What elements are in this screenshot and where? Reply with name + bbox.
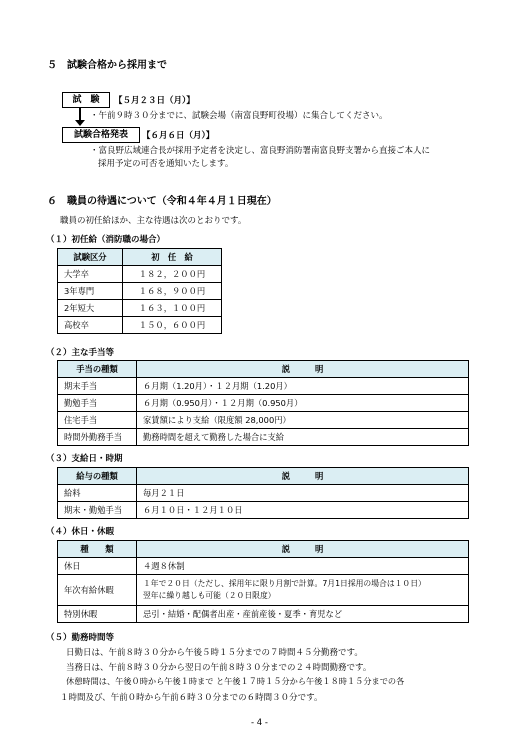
payday-title: （３）支給日・時期 bbox=[46, 454, 123, 464]
allowance-type: 期末手当 bbox=[58, 378, 137, 395]
section-5-title: ５ 試験合格から採用まで bbox=[47, 60, 167, 71]
salary-amount: １８２，２００円 bbox=[123, 266, 222, 283]
salary-amount: １５０，６００円 bbox=[123, 317, 222, 334]
salary-header-category: 試験区分 bbox=[58, 249, 123, 266]
hours-line-4: １時間及び、午前０時から午前６時３０分までの６時間３０分です。 bbox=[60, 693, 323, 703]
holiday-type: 休日 bbox=[58, 558, 137, 575]
table-row bbox=[58, 429, 469, 446]
page-number: - 4 - bbox=[251, 718, 268, 728]
exam-instructions: ・午前９時３０分までに、試験会場（南富良野町役場）に集合してください。 bbox=[90, 111, 388, 121]
table-row bbox=[58, 485, 469, 502]
allowance-type: 勤勉手当 bbox=[58, 395, 137, 412]
allowance-type: 時間外勤務手当 bbox=[58, 429, 137, 446]
pass-announcement-label: 試験合格発表 bbox=[62, 127, 140, 143]
allowances-header-description: 説 明 bbox=[137, 361, 469, 378]
table-row bbox=[58, 378, 469, 395]
hours-line-1: 日勤日は、午前８時３０分から午後５時１５分までの７時間４５分勤務です。 bbox=[66, 648, 363, 658]
salary-category: 高校卒 bbox=[58, 317, 123, 334]
allowances-title: （２）主な手当等 bbox=[46, 348, 115, 358]
flow-arrow-down-icon bbox=[75, 120, 85, 126]
allowance-description: 勤務時間を超えて勤務した場合に支給 bbox=[137, 429, 469, 446]
pass-text-line-1: ・富良野広域連合長が採用予定者を決定し、富良野消防署南富良野支署から直接ご本人に bbox=[90, 146, 431, 156]
holiday-type: 特別休暇 bbox=[58, 606, 137, 623]
table-row bbox=[58, 412, 469, 429]
salary-amount: １６３，１００円 bbox=[123, 300, 222, 317]
exam-label: 試 験 bbox=[62, 92, 110, 108]
pass-date: 【６月６日（月）】 bbox=[142, 131, 215, 141]
payday-header-description: 説 明 bbox=[137, 468, 469, 485]
table-row bbox=[58, 283, 222, 300]
salary-title: （１）初任給（消防職の場合） bbox=[46, 235, 166, 245]
hours-line-2: 当務日は、午前８時３０分から翌日の午前８時３０分までの２４時間勤務です。 bbox=[66, 663, 372, 673]
table-row bbox=[58, 502, 469, 519]
holidays-header-type: 種 類 bbox=[58, 541, 137, 558]
hours-title: （５）勤務時間等 bbox=[46, 633, 115, 643]
payday-table bbox=[57, 467, 469, 519]
table-row bbox=[58, 558, 469, 575]
holidays-table bbox=[57, 540, 469, 623]
salary-category: 3年専門 bbox=[58, 283, 123, 300]
allowances-table bbox=[57, 360, 469, 446]
payday-header-type: 給与の種類 bbox=[58, 468, 137, 485]
section-6-title: ６ 職員の待遇について（令和４年４月１日現在） bbox=[47, 196, 277, 207]
table-row bbox=[58, 317, 222, 334]
hours-line-3: 休憩時間は、午後０時から午後１時まで と午後１７時１５分から午後１８時１５分までの各 bbox=[66, 676, 405, 686]
salary-category: 大学卒 bbox=[58, 266, 123, 283]
holidays-title: （４）休日・休暇 bbox=[46, 527, 115, 537]
allowance-description: 家賃額により支給（限度額 28,000円） bbox=[137, 412, 469, 429]
table-row bbox=[58, 395, 469, 412]
table-row bbox=[58, 575, 469, 606]
salary-amount: １６８，９００円 bbox=[123, 283, 222, 300]
table-row bbox=[58, 300, 222, 317]
holiday-description: 忌引・結婚・配偶者出産・産前産後・夏季・育児など bbox=[137, 606, 469, 623]
holiday-description bbox=[137, 575, 469, 606]
allowance-type: 住宅手当 bbox=[58, 412, 137, 429]
allowance-description: ６月期（0.950月）・１２月期（0.950月） bbox=[137, 395, 469, 412]
holidays-header-description: 説 明 bbox=[137, 541, 469, 558]
salary-table bbox=[57, 248, 222, 334]
exam-date: 【５月２３日（月）】 bbox=[114, 96, 195, 106]
annual-leave-line-1: １年で２０日（ただし、採用年に限り月割で計算。7月1日採用の場合は１０日） bbox=[143, 579, 426, 588]
allowances-header-type: 手当の種類 bbox=[58, 361, 137, 378]
table-row bbox=[58, 266, 222, 283]
salary-header-amount: 初 任 給 bbox=[123, 249, 222, 266]
payday-description: ６月１０日・１２月１０日 bbox=[137, 502, 469, 519]
payday-type: 期末・勤勉手当 bbox=[58, 502, 137, 519]
table-row bbox=[58, 606, 469, 623]
holiday-type: 年次有給休暇 bbox=[58, 575, 137, 606]
section-6-intro: 職員の初任給ほか、主な待遇は次のとおりです。 bbox=[60, 216, 247, 226]
payday-type: 給料 bbox=[58, 485, 137, 502]
salary-category: 2年短大 bbox=[58, 300, 123, 317]
holiday-description: ４週８休制 bbox=[137, 558, 469, 575]
allowance-description: ６月期（1.20月）・１２月期（1.20月） bbox=[137, 378, 469, 395]
payday-description: 毎月２１日 bbox=[137, 485, 469, 502]
pass-text-line-2: 採用予定の可否を通知いたします。 bbox=[98, 159, 234, 169]
annual-leave-line-2: 翌年に繰り越しも可能（２０日限度） bbox=[143, 591, 276, 600]
